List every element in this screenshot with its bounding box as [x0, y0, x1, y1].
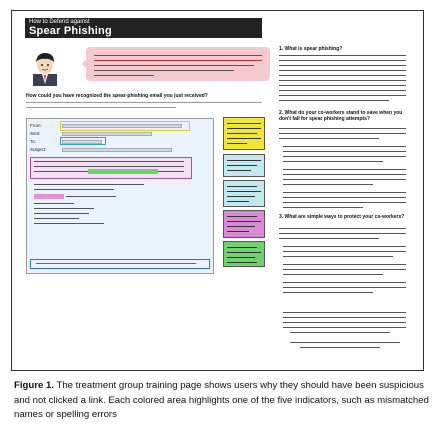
highlight-pink-name [34, 194, 64, 199]
section-text-line [300, 347, 380, 348]
section-text-line [283, 207, 363, 208]
section-text-line [283, 192, 406, 193]
section-text-line [279, 100, 389, 101]
email-body-line [34, 166, 184, 167]
section-text-line [283, 327, 406, 328]
section-text-line [283, 322, 406, 323]
email-body-line [34, 218, 79, 219]
indicator-link-text [223, 180, 265, 207]
section-text-line [279, 138, 379, 139]
indicator-to-field [223, 154, 265, 177]
section-text-line [279, 85, 406, 86]
email-body-line [34, 184, 144, 185]
page-banner [25, 18, 262, 38]
question-body-line [26, 102, 262, 103]
indicator-urgency [223, 241, 265, 267]
section-text-line [279, 95, 406, 96]
section-text-line [279, 60, 406, 61]
email-body-line [34, 213, 89, 214]
section-text-line [283, 197, 406, 198]
warning-speech-bubble [86, 47, 270, 81]
section-text-line [279, 228, 406, 229]
section-text-line [279, 238, 379, 239]
section-text-line [283, 282, 406, 283]
section-text-line [283, 169, 406, 170]
section-text-line [283, 274, 383, 275]
banner-title: Spear Phishing [29, 25, 112, 37]
email-sent-value [62, 132, 152, 136]
email-from-label: From: [30, 123, 42, 128]
banner-subtitle: How to Defend against [29, 19, 90, 25]
section-text-line [283, 251, 406, 252]
email-body-line [34, 189, 114, 190]
email-subject-label: Subject: [30, 147, 47, 152]
email-body-line [34, 208, 94, 209]
section-text-line [279, 90, 406, 91]
section-text-line [283, 202, 406, 203]
email-body-line [34, 223, 104, 224]
section-text-line [279, 80, 406, 81]
section-text-line [279, 128, 406, 129]
section-heading-1: 1. What is spear phishing? [279, 46, 343, 52]
section-text-line [283, 256, 393, 257]
section-text-line [279, 65, 406, 66]
section-text-line [283, 292, 373, 293]
email-body-line [34, 161, 184, 162]
question-body-line [26, 107, 176, 108]
section-text-line [283, 269, 406, 270]
section-text-line [283, 174, 406, 175]
figure-label: Figure 1. [14, 380, 54, 391]
section-text-line [290, 342, 400, 343]
suspicious-link-text [36, 263, 196, 264]
figure-caption-text: The treatment group training page shows users why they should have been suspicious and not clicked a link. Each colored area highlights one of the five indicators, such as mismatched names or spelling errors [14, 380, 429, 420]
email-to-label: To: [30, 139, 37, 144]
section-text-line [283, 184, 373, 185]
email-body-line [34, 203, 74, 204]
highlight-yellow-sender [60, 121, 190, 131]
section-text-line [283, 246, 406, 247]
indicator-mismatched-sender [223, 117, 265, 150]
highlight-green-phrase [88, 169, 158, 174]
section-text-line [283, 156, 406, 157]
presenter-avatar-icon [27, 50, 63, 86]
email-subject-value [62, 148, 172, 152]
section-text-line [283, 287, 406, 288]
section-text-line [283, 161, 383, 162]
section-heading-3: 3. What are simple ways to protect your co-workers? [279, 214, 405, 220]
indicator-spelling-errors [223, 210, 265, 238]
section-text-line [279, 75, 406, 76]
section-text-line [283, 146, 406, 147]
figure-caption [14, 379, 432, 423]
section-heading-2: 2. What do your co-workers stand to save when you don't fall for spear phishing attempts? [279, 110, 403, 122]
section-text-line [283, 151, 406, 152]
section-text-line [283, 317, 406, 318]
email-sent-label: Sent: [30, 131, 41, 136]
highlight-cyan-recipient [60, 137, 106, 145]
section-text-line [279, 233, 406, 234]
section-text-line [279, 70, 406, 71]
email-body-line [66, 196, 116, 197]
section-text-line [290, 332, 390, 333]
section-text-line [283, 264, 406, 265]
section-text-line [279, 133, 406, 134]
section-text-line [283, 179, 406, 180]
section-text-line [279, 55, 406, 56]
email-question-heading: How could you have recognized the spear-phishing email you just received? [26, 93, 208, 99]
section-text-line [283, 312, 406, 313]
